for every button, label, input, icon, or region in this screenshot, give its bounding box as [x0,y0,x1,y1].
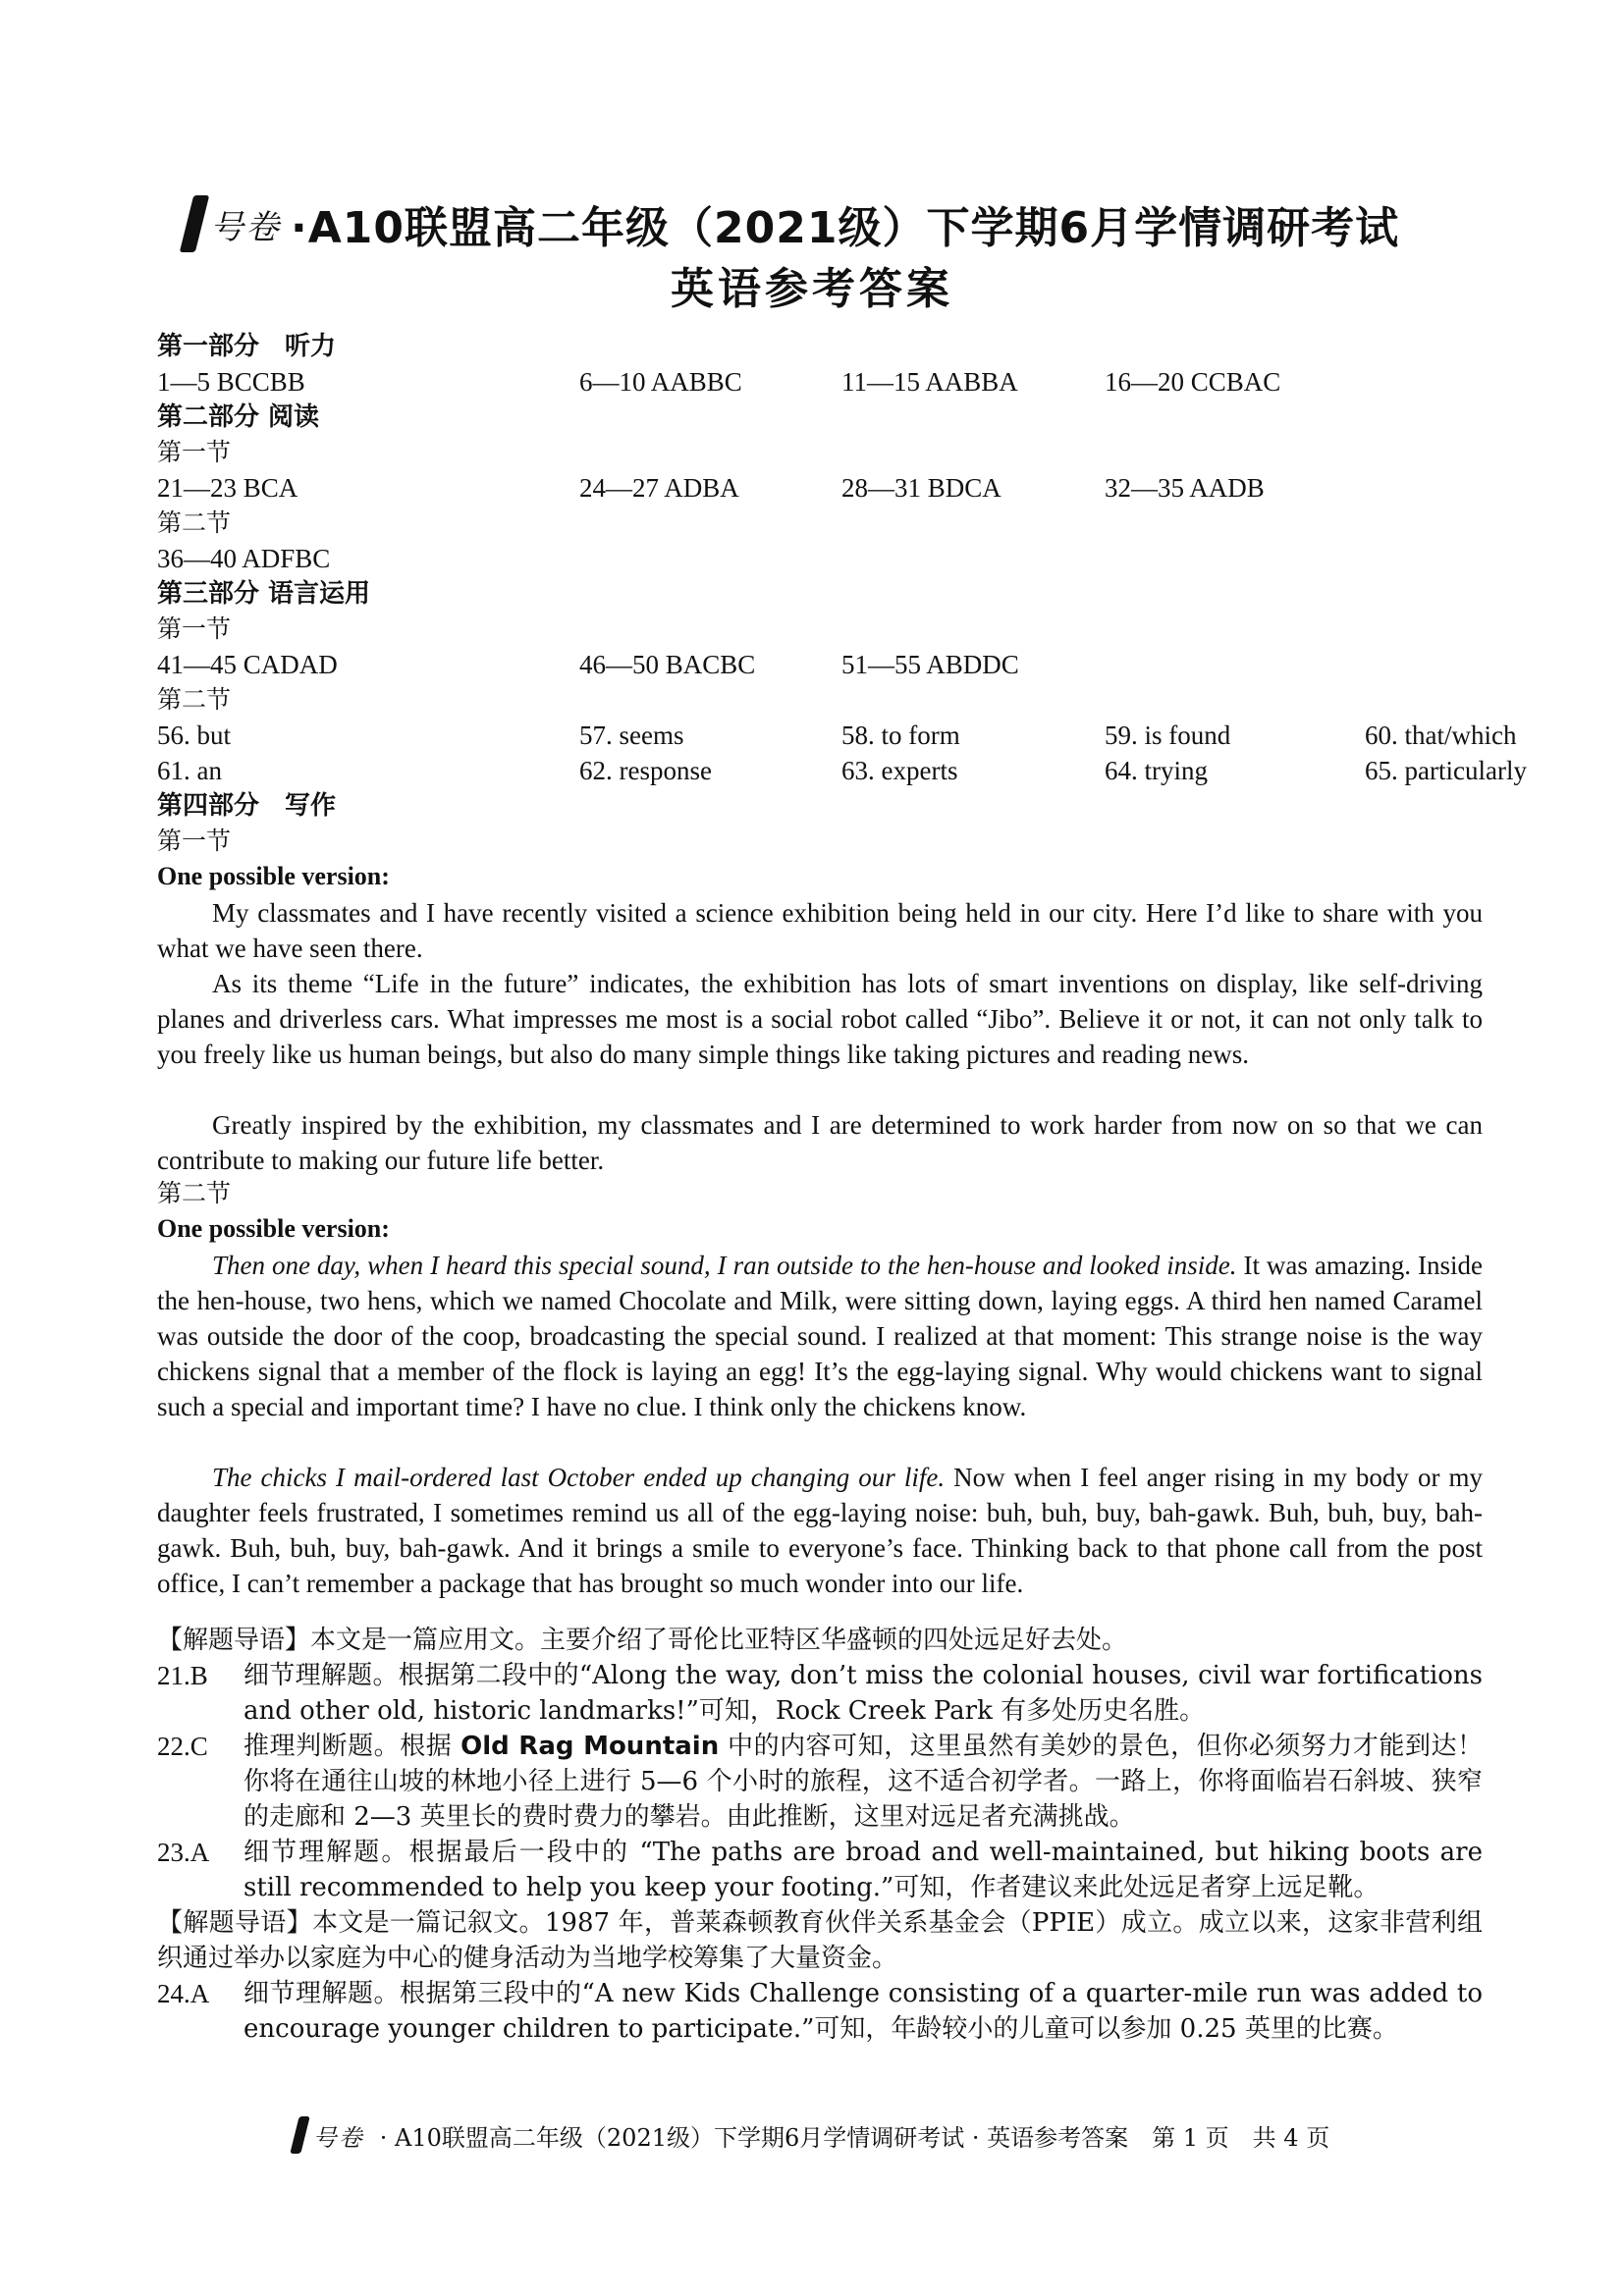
part3-sec2-answer-row-1 [157,719,1517,752]
logo-brush-stroke [180,195,209,252]
blank-answer: 56. but [157,721,232,750]
blank-answer: 61. an [157,756,222,785]
part3-heading: 第三部分 语言运用 [157,579,371,609]
explanation-text: 细节理解题。根据最后一段中的 “The paths are broad and well-maintained, but hiking boots are still recommended to help you keep your footing.”可知，作者建议来此处远足者穿上远足靴。 [244,1838,1483,1902]
essay1-paragraph-1: My classmates and I have recently visited a science exhibition being held in our city. Here I’d like to share with you what we have seen there. [157,898,1483,963]
answer-group: 36—40 ADFBC [157,544,331,573]
answer-group: 41—45 CADAD [157,650,338,679]
explanation-text-pre: 推理判断题。根据 [244,1732,461,1761]
version-label: One possible version: [157,1214,390,1243]
part3-sec2-answer-row-2 [157,754,1527,787]
title-line-1 [187,192,1463,255]
logo-text: 号卷 [210,207,281,247]
given-first-sentence: Then one day, when I heard this special sound, I ran outside to the hen-house and looked inside. [212,1251,1237,1280]
guide-2: 【解题导语】本文是一篇记叙文。1987 年，普莱森顿教育伙伴关系基金会（PPIE）成立。成立以来，这家非营利组织通过举办以家庭为中心的健身活动为当地学校筹集了大量资金。 [157,1908,1483,1973]
part4-heading: 第四部分 写作 [157,791,337,821]
explanation-21 [157,1658,1483,1729]
section-label: 第一节 [157,827,232,855]
answer-group: 46—50 BACBC [579,650,756,679]
section-label: 第二节 [157,1179,232,1207]
question-number: 21.B [157,1661,208,1690]
blank-answer: 63. experts [841,756,958,785]
part2-heading: 第二部分 阅读 [157,402,320,432]
footer-text: · A10联盟高二年级（2021级）下学期6月学情调研考试 · 英语参考答案 第 1 页 共 4 页 [379,2123,1330,2152]
explanation-23 [157,1835,1483,1905]
section-label: 第二节 [157,685,232,714]
haojuan-logo [295,2116,364,2154]
version-label: One possible version: [157,862,390,890]
explanation-24 [157,1976,1483,2047]
logo-text: 号卷 [312,2123,364,2152]
answer-group: 28—31 BDCA [841,473,1001,503]
page-footer [0,2116,1624,2154]
guide-1: 【解题导语】本文是一篇应用文。主要介绍了哥伦比亚特区华盛顿的四处远足好去处。 [157,1626,1128,1655]
answer-key-title: 英语参考答案 [671,264,953,314]
part1-heading: 第一部分 听力 [157,332,337,361]
given-first-sentence: The chicks I mail-ordered last October ended up changing our life. [212,1463,946,1492]
section-label: 第二节 [157,508,232,537]
answer-group: 1—5 BCCBB [157,367,305,397]
exam-title: ·A10联盟高二年级（2021级）下学期6月学情调研考试 [291,203,1400,253]
logo-brush-stroke [290,2116,309,2154]
haojuan-logo [187,195,281,252]
answer-group: 24—27 ADBA [579,473,739,503]
essay1-paragraph-3: Greatly inspired by the exhibition, my classmates and I are determined to work harder from now on so that we can contribute to making our future life better. [157,1110,1483,1175]
answer-group: 32—35 AADB [1105,473,1265,503]
answer-group: 16—20 CCBAC [1105,367,1281,397]
blank-answer: 60. that/which [1365,721,1517,750]
blank-answer: 65. particularly [1365,756,1527,785]
blank-answer: 57. seems [579,721,684,750]
section-label: 第一节 [157,438,232,466]
explanation-text: 细节理解题。根据第三段中的“A new Kids Challenge consisting of a quarter-mile run was added to encourage younger children to participate.”可知，年龄较小的儿童可以参加 0.25 英里的比赛。 [244,1979,1483,2044]
essay2-paragraph-1 [157,1248,1483,1424]
part2-sec1-answer-row [157,471,1265,505]
question-number: 23.A [157,1838,210,1867]
blank-answer: 58. to form [841,721,960,750]
part2-sec2-answer-row [157,542,330,575]
answer-group: 21—23 BCA [157,473,298,503]
explanation-22 [157,1729,1483,1835]
part1-answer-row [157,365,1281,399]
explanation-text [244,1729,1483,1835]
place-name: Old Rag Mountain [460,1732,720,1761]
continuation-text: It was amazing. Inside the hen-house, two hens, which we named Chocolate and Milk, were sitting down, laying eggs. A third hen named Caramel was outside the door of the coop, broadcasting the special sound. I realized at that moment: This strange noise is the way chickens signal that a member of the flock is laying an egg! It’s the egg-laying signal. Why would chickens want to signal such a special and important time? I have no clue. I think only the chickens know. [157,1251,1484,1421]
continuation-text: Now when I feel anger rising in my body or my daughter feels frustrated, I sometimes remind us all of the egg-laying noise: buh, buh, buy, bah-gawk. Buh, buh, buy, bah-gawk. Buh, buh, buy, bah-gawk. And it brings a smile to everyone’s face. Thinking back to that phone call from the post office, I can’t remember a package that has brought so much wonder into our life. [157,1463,1484,1598]
answer-group: 11—15 AABBA [841,367,1018,397]
blank-answer: 59. is found [1105,721,1231,750]
section-label: 第一节 [157,614,232,643]
explanation-text-post: 中的内容可知，这里虽然有美妙的景色，但你必须努力才能到达！你将在通往山坡的林地小径上进行 5—6 个小时的旅程，这不适合初学者。一路上，你将面临岩石斜坡、狭窄的走廊和 2—3 英里长的费时费力的攀岩。由此推断，这里对远足者充满挑战。 [244,1732,1484,1832]
blank-answer: 64. trying [1105,756,1208,785]
part3-sec1-answer-row [157,648,1019,681]
question-number: 22.C [157,1732,208,1761]
question-number: 24.A [157,1979,210,2008]
essay2-paragraph-2 [157,1460,1483,1601]
explanation-text: 细节理解题。根据第二段中的“Along the way, don’t miss the colonial houses, civil war fortifications and other old, historic landmarks!”可知，Rock Creek Park 有多处历史名胜。 [244,1661,1483,1726]
answer-group: 6—10 AABBC [579,367,742,397]
blank-answer: 62. response [579,756,712,785]
essay1-paragraph-2: As its theme “Life in the future” indicates, the exhibition has lots of smart inventions on display, like self-driving planes and driverless cars. What impresses me most is a social robot called “Jibo”. Believe it or not, it can not only talk to you freely like us human beings, but also do many simple things like taking pictures and reading news. [157,969,1483,1069]
answer-group: 51—55 ABDDC [841,650,1019,679]
